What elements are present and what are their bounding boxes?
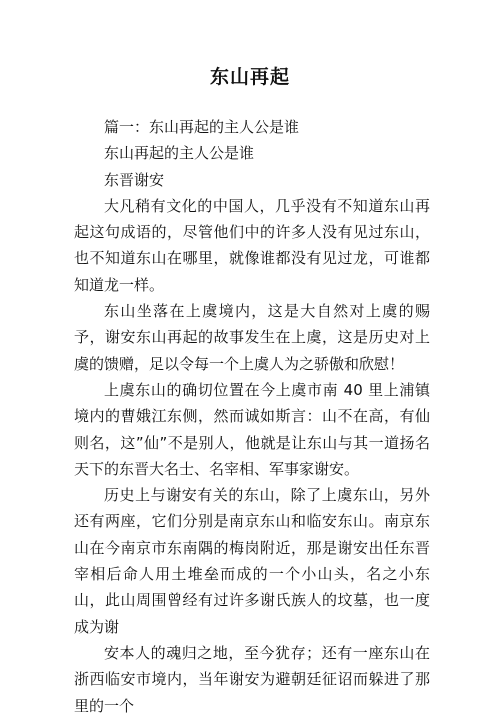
- paragraph: 东山再起的主人公是谁: [104, 144, 255, 163]
- paragraph: 历史上与谢安有关的东山，除了上虞东山，另外还有两座，它们分别是南京东山和临安东山。南京东山在今南京市东南隅的梅岗附近，那是谢安出任东晋宰相后命人用土堆垒而成的一个小山头，名之小东山，此山周围曾经有过许多谢氏族人的坟墓，也一度成为谢: [74, 486, 430, 636]
- document-body: [74, 114, 430, 719]
- paragraph: 东山坐落在上虞境内，这是大自然对上虞的赐予，谢安东山再起的故事发生在上虞，这是历史对上虞的馈赠，足以令每一个上虞人为之骄傲和欣慰！: [74, 302, 430, 373]
- paragraph: 上虞东山的确切位置在今上虞市南 40 里上浦镇境内的曹娥江东侧，然而诚如斯言：山不在高，有仙则名，这”仙”不是别人，他就是让东山与其一道扬名天下的东晋大名士、名宰相、军事家谢安。: [74, 380, 430, 478]
- paragraph: 东晋谢安: [104, 170, 165, 189]
- paragraph: 篇一：东山再起的主人公是谁: [104, 118, 300, 136]
- document-title: 东山再起: [209, 66, 290, 88]
- paragraph: 安本人的魂归之地，至今犹存；还有一座东山在浙西临安市境内，当年谢安为避朝廷征诏而躲进了那里的一个: [74, 643, 430, 715]
- paragraph: 大凡稍有文化的中国人，几乎没有不知道东山再起这句成语的，尽管他们中的许多人没有见过东山，也不知道东山在哪里，就像谁都没有见过龙，可谁都知道龙一样。: [74, 196, 430, 294]
